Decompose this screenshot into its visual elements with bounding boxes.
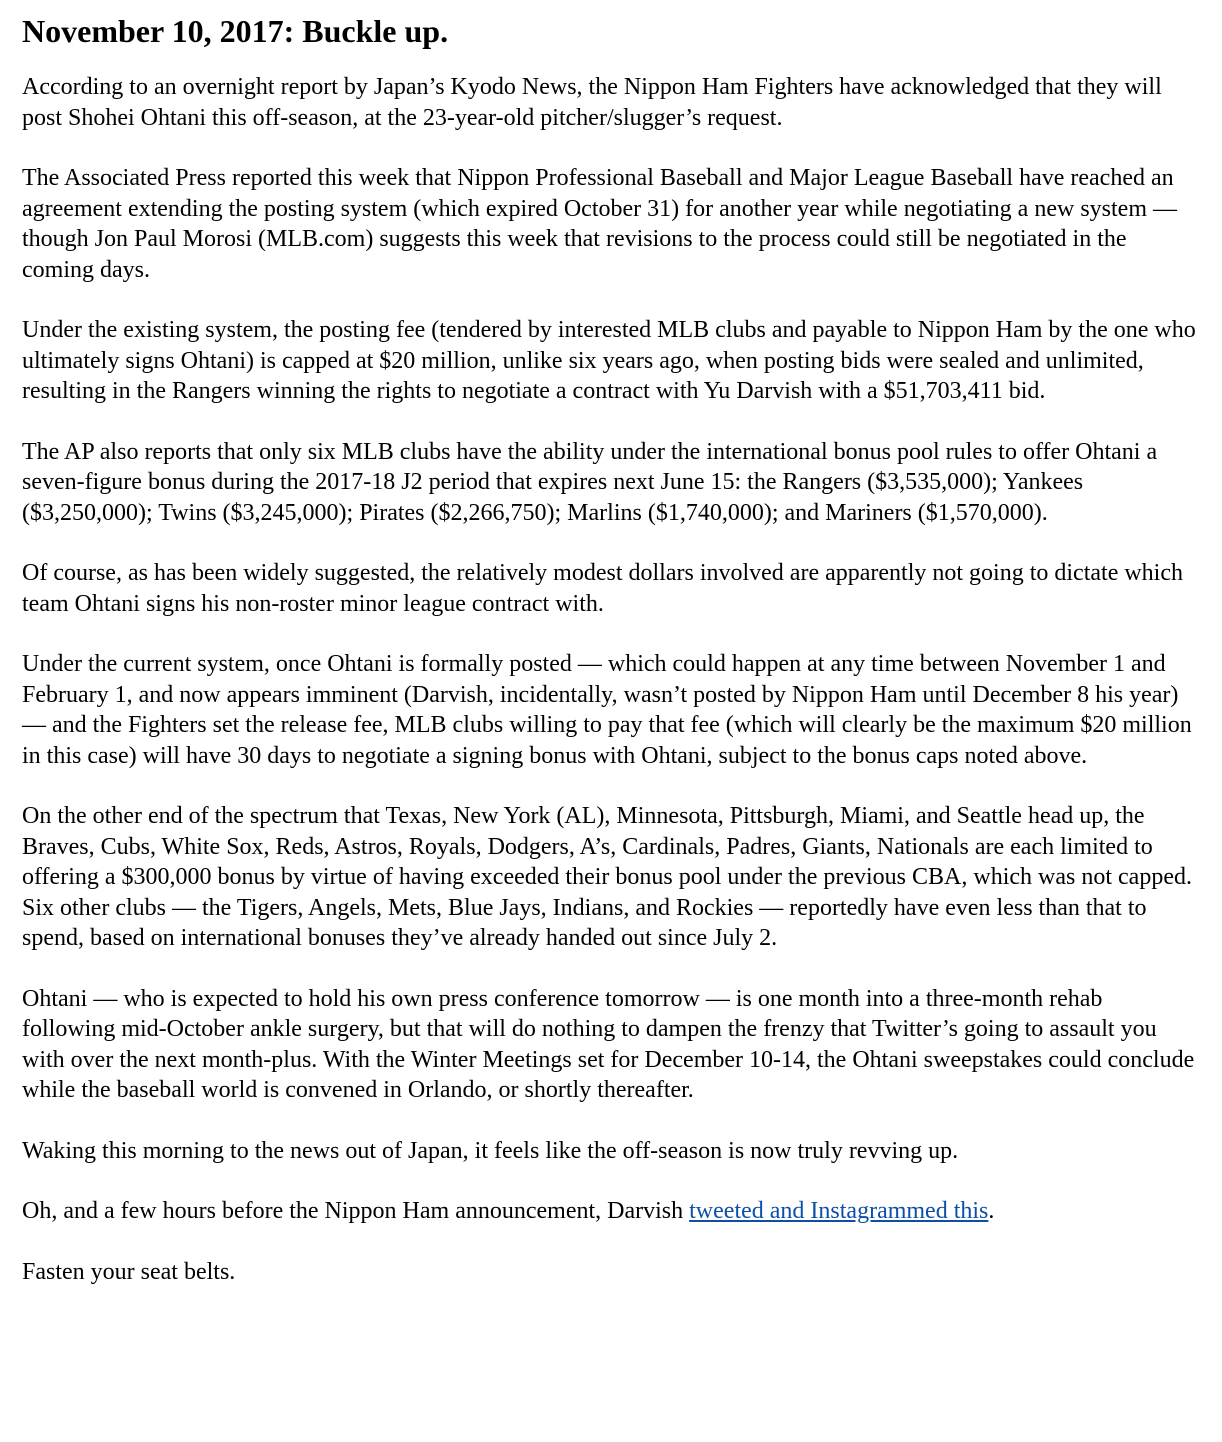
paragraph-revving-up: Waking this morning to the news out of Japan, it feels like the off-season is now truly revving up. (22, 1137, 959, 1164)
paragraph-kyodo-report: According to an overnight report by Japan’s Kyodo News, the Nippon Ham Fighters have acknowledged that they will post Shohei Ohtani this off-season, at the 23-year-old pitcher/slugger’s request. (22, 74, 1162, 131)
article-title: November 10, 2017: Buckle up. (22, 13, 449, 49)
paragraph-seat-belts: Fasten your seat belts. (22, 1258, 236, 1285)
paragraph-posting-agreement: The Associated Press reported this week that Nippon Professional Baseball and Major League Baseball have reached an agreement extending the posting system (which expired October 31) for another year while negotiating a new system — though Jon Paul Morosi (MLB.com) suggests this week that revisions to the process could still be negotiated in the coming days. (22, 165, 1177, 283)
darvish-tweet-period: . (988, 1198, 995, 1225)
paragraph-bonus-pool: The AP also reports that only six MLB clubs have the ability under the international bonus pool rules to offer Ohtani a seven-figure bonus during the 2017-18 J2 period that expires next June 15: the Rangers ($3,535,000); Yankees ($3,250,000); Twins ($3,245,000); Pirates ($2,266,750); Marlins ($1,740,000); and Mariners ($1,570,000). (22, 438, 1158, 526)
paragraph-spectrum: On the other end of the spectrum that Texas, New York (AL), Minnesota, Pittsburgh, Miami, and Seattle head up, the Braves, Cubs, White Sox, Reds, Astros, Royals, Dodgers, A’s, Cardinals, Padres, Giants, Nationals are each limited to offering a $300,000 bonus by virtue of having exceeded their bonus pool under the previous CBA, which was not capped. Six other clubs — the Tigers, Angels, Mets, Blue Jays, Indians, and Rockies — reportedly have even less than that to spend, based on international bonuses they’ve already handed out since July 2. (22, 803, 1192, 952)
paragraph-darvish-tweet (22, 1196, 1200, 1227)
paragraph-current-system: Under the current system, once Ohtani is formally posted — which could happen at any time between November 1 and February 1, and now appears imminent (Darvish, incidentally, wasn’t posted by Nippon Ham until December 8 his year) — and the Fighters set the release fee, MLB clubs willing to pay that fee (which will clearly be the maximum $20 million in this case) will have 30 days to negotiate a signing bonus with Ohtani, subject to the bonus caps noted above. (22, 651, 1192, 769)
paragraph-modest-dollars: Of course, as has been widely suggested, the relatively modest dollars involved are apparently not going to dictate which team Ohtani signs his non-roster minor league contract with. (22, 560, 1183, 617)
paragraph-rehab: Ohtani — who is expected to hold his own press conference tomorrow — is one month into a three-month rehab following mid-October ankle surgery, but that will do nothing to dampen the frenzy that Twitter’s going to assault you with over the next month-plus. With the Winter Meetings set for December 10-14, the Ohtani sweepstakes could conclude while the baseball world is convened in Orlando, or shortly thereafter. (22, 985, 1195, 1104)
paragraph-posting-fee: Under the existing system, the posting fee (tendered by interested MLB clubs and payable to Nippon Ham by the one who ultimately signs Ohtani) is capped at $20 million, unlike six years ago, when posting bids were sealed and unlimited, resulting in the Rangers winning the rights to negotiate a contract with Yu Darvish with a $51,703,411 bid. (22, 317, 1196, 405)
darvish-tweet-link[interactable]: tweeted and Instagrammed this (689, 1198, 989, 1225)
darvish-tweet-text: Oh, and a few hours before the Nippon Ham announcement, Darvish (22, 1198, 690, 1225)
